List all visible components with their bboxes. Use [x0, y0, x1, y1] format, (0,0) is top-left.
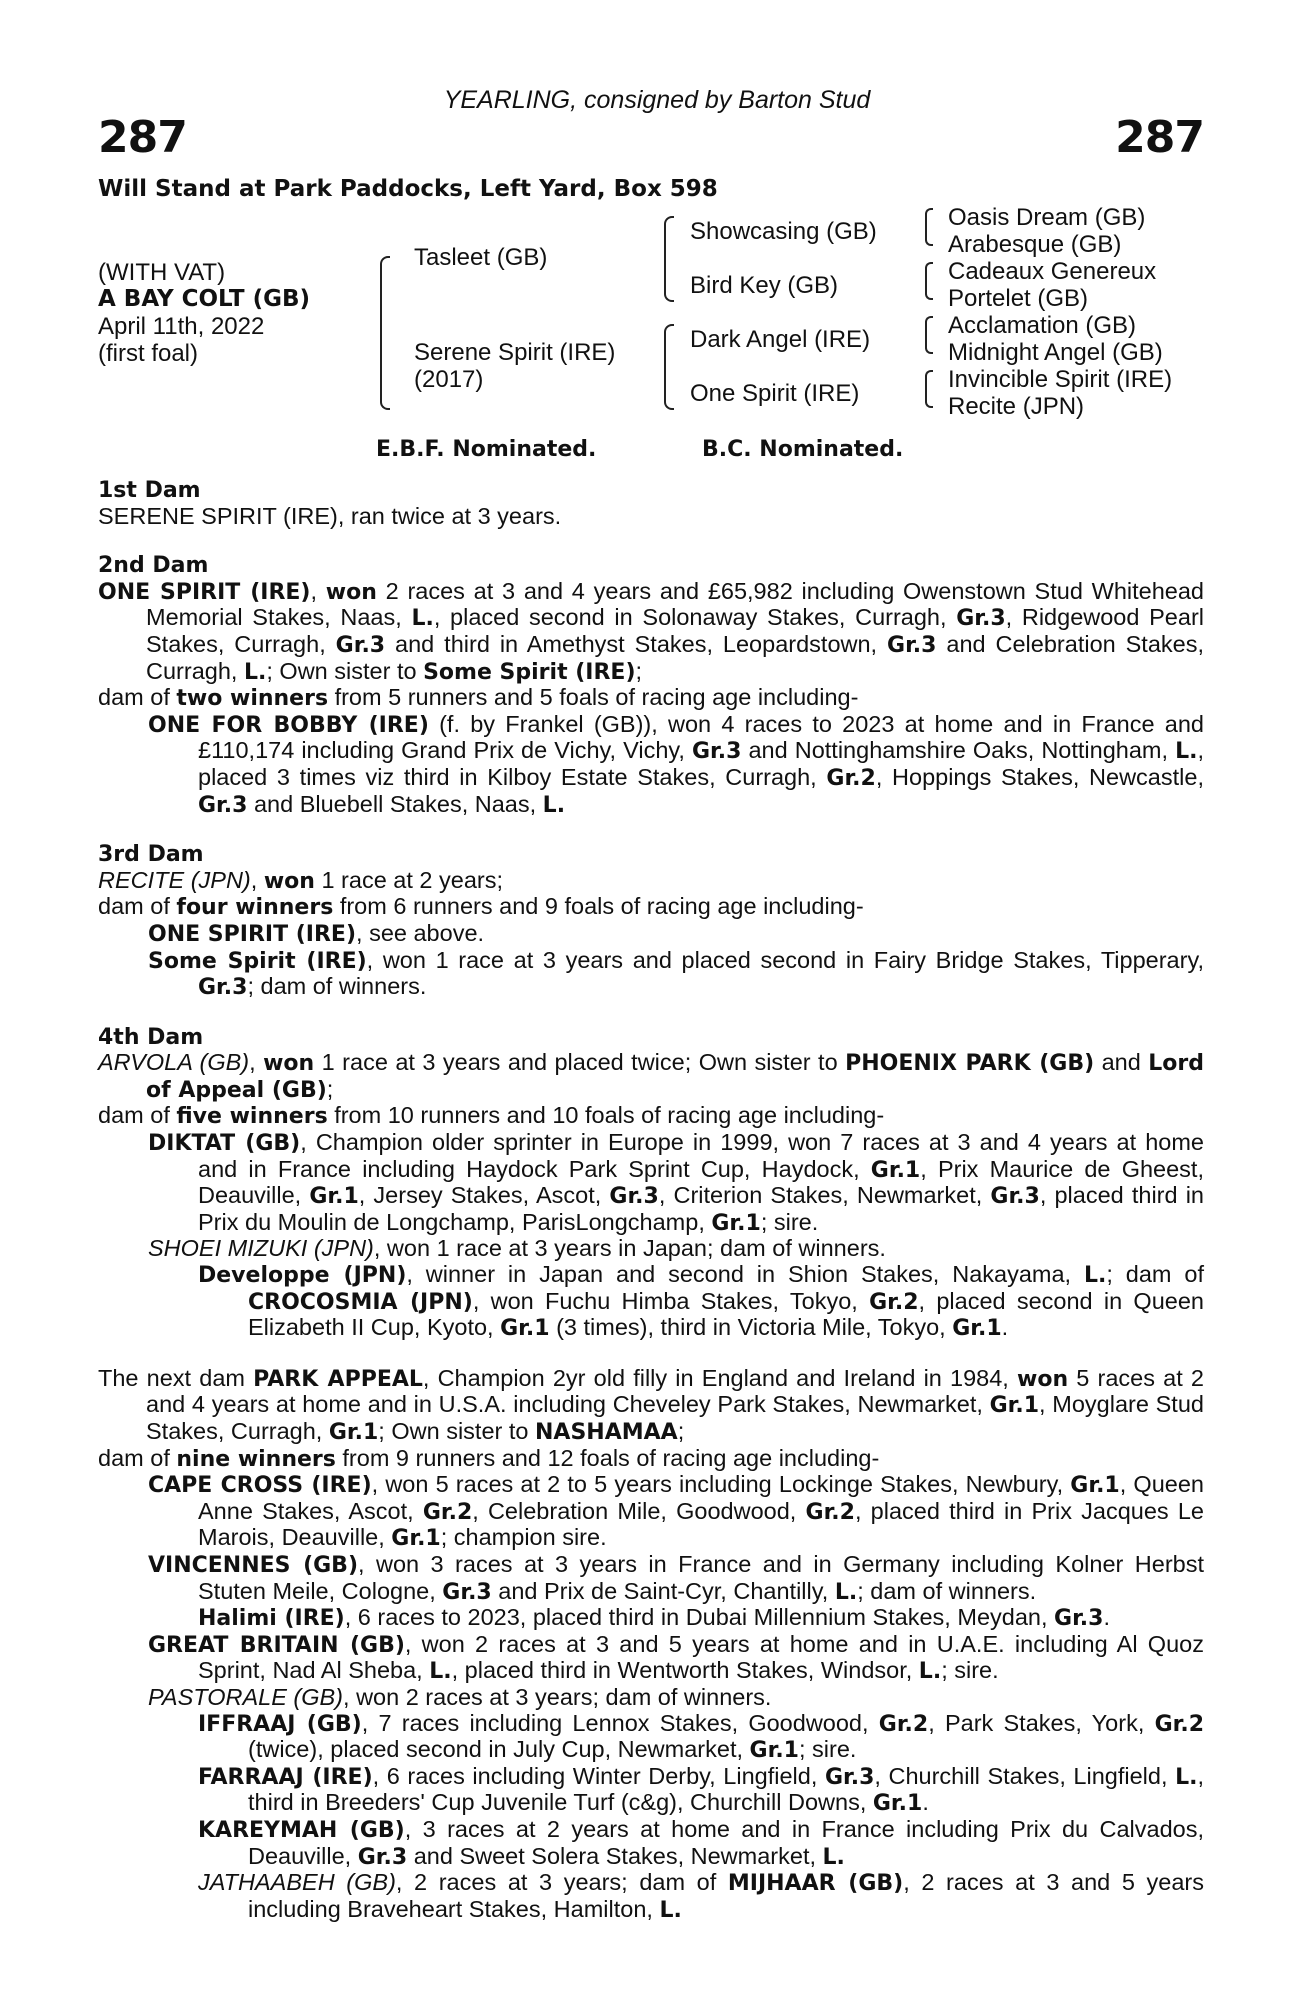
pedigree-brace-dam [664, 324, 674, 410]
fourth-dam-section [98, 1025, 1204, 1342]
next-dam-grandchild-2: IFFRAAJ (GB), 7 races including Lennox Stakes, Goodwood, Gr.2, Park Stakes, York, Gr.2 (twice), placed second in July Cup, Newmarket, Gr.1; sire. [198, 1709, 1205, 1764]
dam-dam: One Spirit (IRE) [690, 380, 860, 407]
ancestor-3: Cadeaux Genereux [948, 258, 1157, 285]
lot-number-left: 287 [98, 112, 187, 163]
first-dam-section [98, 478, 1204, 529]
third-dam-winner-2: Some Spirit (IRE), won 1 race at 3 years and placed second in Fairy Bridge Stakes, Tipperary, Gr.3; dam of winners. [148, 946, 1204, 1001]
first-dam-entry: SERENE SPIRIT (IRE), ran twice at 3 years. [98, 502, 562, 529]
pedigree-brace-sire [664, 216, 674, 302]
lot-number-right: 287 [1115, 112, 1204, 163]
next-dam-entry: The next dam PARK APPEAL, Champion 2yr old filly in England and Ireland in 1984, won 5 races at 2 and 4 years at home and in U.S.A. including Cheveley Park Stakes, Newmarket, Gr.1, Moyglare Stud Stakes, Curragh, Gr.1; Own sister to NASHAMAA; [98, 1364, 1204, 1445]
fourth-dam-heading: 4th Dam [98, 1024, 204, 1050]
next-dam-winner-1: CAPE CROSS (IRE), won 5 races at 2 to 5 years including Lockinge Stakes, Newbury, Gr.1, Queen Anne Stakes, Ascot, Gr.2, Celebration Mile, Goodwood, Gr.2, placed third in Prix Jacques Le Marois, Deauville, Gr.1; champion sire. [148, 1471, 1204, 1552]
fourth-dam-entry: ARVOLA (GB), won 1 race at 3 years and placed twice; Own sister to PHOENIX PARK (GB) and Lord of Appeal (GB); [98, 1049, 1204, 1103]
fourth-dam-grandchild: Developpe (JPN), winner in Japan and second in Shion Stakes, Nakayama, L.; dam of CROCOSMIA (JPN), won Fuchu Himba Stakes, Tokyo, Gr.2, placed second in Queen Elizabeth II Cup, Kyoto, Gr.1 (3 times), third in Victoria Mile, Tokyo, Gr.1. [198, 1261, 1204, 1342]
second-dam-winner: ONE FOR BOBBY (IRE) (f. by Frankel (GB)), won 4 races to 2023 at home and in France and £110,174 including Grand Prix de Vichy, Vichy, Gr.3 and Nottinghamshire Oaks, Nottingham, L., placed 3 times viz third in Kilboy Estate Stakes, Curragh, Gr.2, Hoppings Stakes, Newcastle, Gr.3 and Bluebell Stakes, Naas, L. [148, 710, 1205, 818]
pedigree-brace-g3 [925, 316, 933, 354]
ancestor-1: Oasis Dream (GB) [948, 204, 1146, 231]
next-dam-winner-2: VINCENNES (GB), won 3 races at 3 years in France and in Germany including Kolner Herbst Stuten Meile, Cologne, Gr.3 and Prix de Saint-Cyr, Chantilly, L.; dam of winners. [148, 1550, 1205, 1605]
sire-sire: Showcasing (GB) [690, 218, 877, 245]
third-dam-section [98, 842, 1204, 1001]
pedigree-brace-g4 [925, 370, 933, 408]
second-dam-produce: dam of two winners from 5 runners and 5 foals of racing age including- [98, 684, 859, 712]
catalogue-body [98, 478, 1204, 1923]
stand-location: Will Stand at Park Paddocks, Left Yard, Box 598 [98, 176, 718, 202]
next-dam-grandchild-3: FARRAAJ (IRE), 6 races including Winter Derby, Lingfield, Gr.3, Churchill Stakes, Lingfield, L., third in Breeders' Cup Juvenile Turf (c&g), Churchill Downs, Gr.1. [198, 1762, 1204, 1817]
second-dam-section [98, 553, 1204, 818]
vat-note: (WITH VAT) [98, 259, 226, 286]
ancestor-7: Invincible Spirit (IRE) [948, 366, 1173, 393]
foaling-date: April 11th, 2022 [98, 313, 265, 340]
horse-name: A BAY COLT (GB) [98, 286, 311, 312]
third-dam-heading: 3rd Dam [98, 842, 204, 868]
ancestor-6: Midnight Angel (GB) [948, 339, 1163, 366]
bc-nomination: B.C. Nominated. [702, 437, 904, 462]
next-dam-grandchild-5: JATHAABEH (GB), 2 races at 3 years; dam of MIJHAAR (GB), 2 races at 3 and 5 years including Braveheart Stakes, Hamilton, L. [198, 1869, 1205, 1923]
next-dam-grandchild-1: Halimi (IRE), 6 races to 2023, placed third in Dubai Millennium Stakes, Meydan, Gr.3. [198, 1604, 1110, 1632]
ancestor-2: Arabesque (GB) [948, 231, 1122, 258]
next-dam-section [98, 1366, 1204, 1923]
third-dam-entry: RECITE (JPN), won 1 race at 2 years; [98, 866, 504, 894]
second-dam-heading: 2nd Dam [98, 553, 209, 579]
dam-sire: Dark Angel (IRE) [690, 326, 871, 353]
pedigree-brace-g1 [925, 208, 933, 246]
page-title: YEARLING, consigned by Barton Stud [443, 86, 871, 114]
second-dam-entry: ONE SPIRIT (IRE), won 2 races at 3 and 4 years and £65,982 including Owenstown Stud Whitehead Memorial Stakes, Naas, L., placed second in Solonaway Stakes, Curragh, Gr.3, Ridgewood Pearl Stakes, Curragh, Gr.3 and third in Amethyst Stakes, Leopardstown, Gr.3 and Celebration Stakes, Curragh, L.; Own sister to Some Spirit (IRE); [98, 577, 1205, 685]
third-dam-winner-1: ONE SPIRIT (IRE), see above. [148, 919, 485, 947]
first-dam-heading: 1st Dam [98, 478, 201, 503]
dam: Serene Spirit (IRE) [414, 339, 616, 366]
ancestor-5: Acclamation (GB) [948, 312, 1137, 339]
third-dam-produce: dam of four winners from 6 runners and 9 foals of racing age including- [98, 893, 864, 921]
dam-year: (2017) [414, 366, 484, 393]
next-dam-produce: dam of nine winners from 9 runners and 12 foals of racing age including- [98, 1444, 880, 1472]
sire: Tasleet (GB) [414, 244, 548, 271]
next-dam-grandchild-4: KAREYMAH (GB), 3 races at 2 years at home and in France including Prix du Calvados, Deauville, Gr.3 and Sweet Solera Stakes, Newmarket, L. [198, 1815, 1204, 1870]
pedigree-brace-g2 [925, 262, 933, 300]
ancestor-8: Recite (JPN) [948, 393, 1085, 420]
sire-dam: Bird Key (GB) [690, 272, 839, 299]
fourth-dam-winner-1: DIKTAT (GB), Champion older sprinter in Europe in 1999, won 7 races at 3 and 4 years at home and in France including Haydock Park Sprint Cup, Haydock, Gr.1, Prix Maurice de Gheest, Deauville, Gr.1, Jersey Stakes, Ascot, Gr.3, Criterion Stakes, Newmarket, Gr.3, placed third in Prix du Moulin de Longchamp, ParisLongchamp, Gr.1; sire. [148, 1129, 1204, 1236]
fourth-dam-produce: dam of five winners from 10 runners and 10 foals of racing age including- [98, 1102, 885, 1130]
pedigree-brace-main [380, 256, 390, 410]
next-dam-winner-3: GREAT BRITAIN (GB), won 2 races at 3 and 5 years at home and in U.A.E. including Al Quoz Sprint, Nad Al Sheba, L., placed third in Wentworth Stakes, Windsor, L.; sire. [148, 1630, 1204, 1685]
foal-note: (first foal) [98, 340, 199, 367]
ebf-nomination: E.B.F. Nominated. [376, 437, 597, 462]
ancestor-4: Portelet (GB) [948, 285, 1089, 312]
fourth-dam-winner-2: SHOEI MIZUKI (JPN), won 1 race at 3 years in Japan; dam of winners. [148, 1235, 886, 1262]
next-dam-winner-4: PASTORALE (GB), won 2 races at 3 years; dam of winners. [148, 1683, 772, 1710]
